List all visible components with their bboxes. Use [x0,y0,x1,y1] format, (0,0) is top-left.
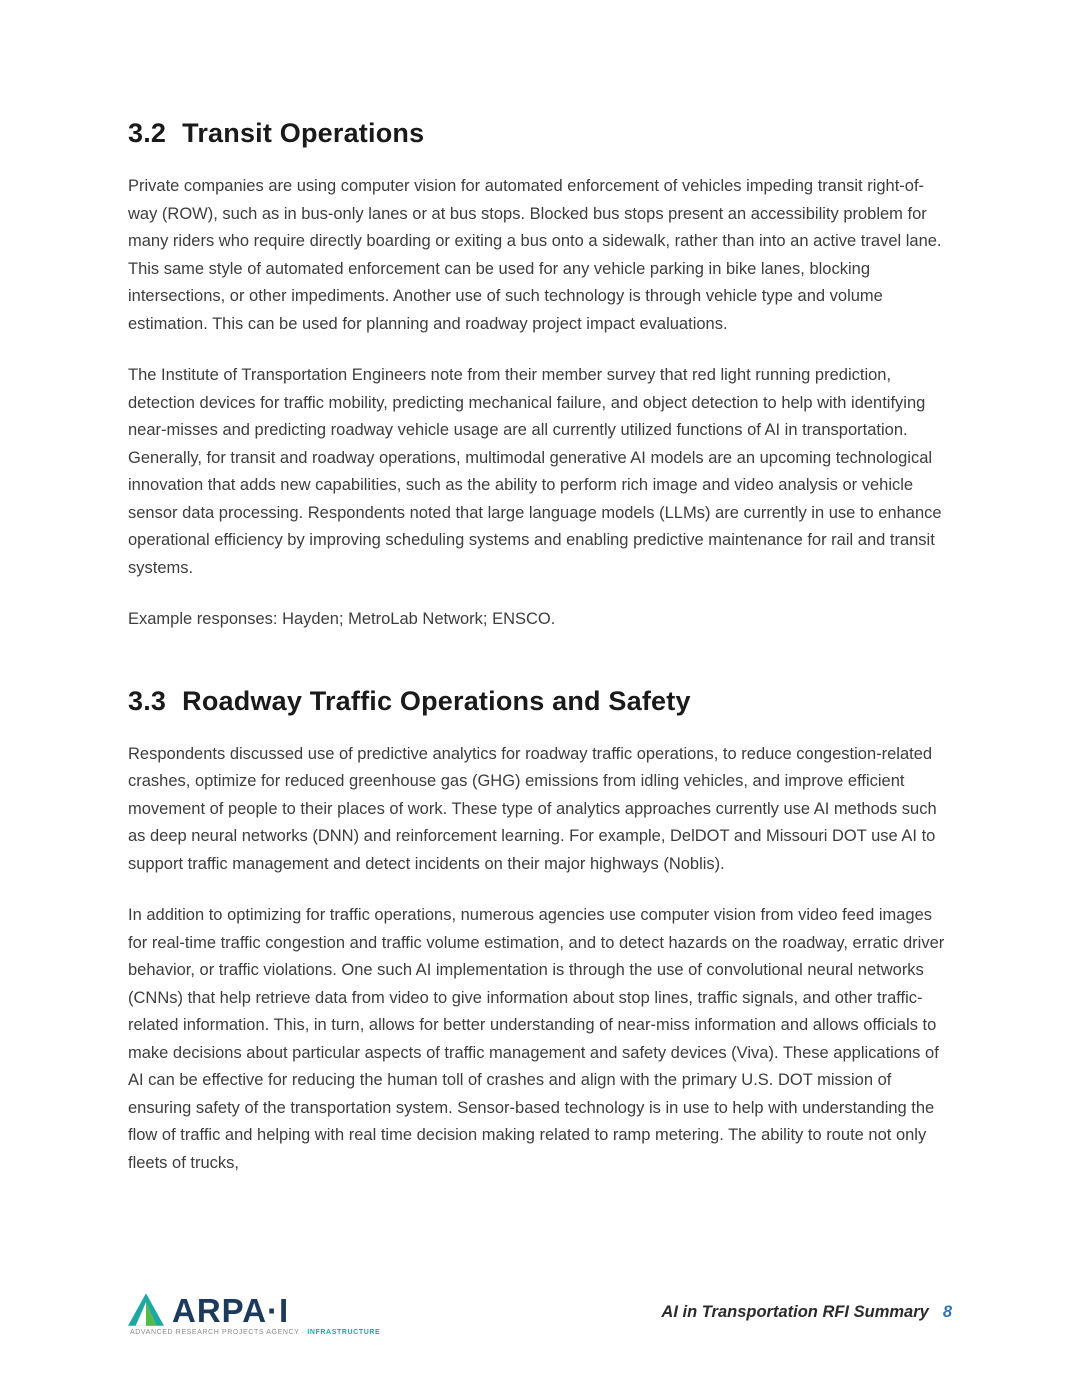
tagline-agency: ADVANCED RESEARCH PROJECTS AGENCY · [130,1329,305,1336]
paragraph: In addition to optimizing for traffic operations, numerous agencies use computer vision from video feed images for real-time traffic congestion and traffic volume estimation, and to detect hazards on the roadway, erratic driver behavior, or traffic violations. One such AI implementation is through the use of convolutional neural networks (CNNs) that help retrieve data from video to give information about stop lines, traffic signals, and other traffic-related information. This, in turn, allows for better understanding of near-miss information and allows officials to make decisions about particular aspects of traffic management and safety devices (Viva). These applications of AI can be effective for reducing the human toll of crashes and align with the primary U.S. DOT mission of ensuring safety of the transportation system. Sensor-based technology is in use to help with understanding the flow of traffic and helping with real time decision making related to ramp metering. The ability to route not only fleets of trucks, [128,906,945,1172]
section-title: Roadway Traffic Operations and Safety [182,685,691,716]
page-footer [128,1293,952,1336]
document-title: AI in Transportation RFI Summary [661,1303,929,1321]
section-heading-3-3 [128,686,952,717]
arpa-i-logo-row [128,1292,380,1330]
arpa-i-logo-icon [128,1293,164,1326]
paragraph: Private companies are using computer vision for automated enforcement of vehicles impeding transit right-of-way (ROW), such as in bus-only lanes or at bus stops. Blocked bus stops present an accessibility problem for many riders who require directly boarding or exiting a bus onto a sidewalk, rather than into an active travel lane. This same style of automated enforcement can be used for any vehicle parking in bike lanes, blocking intersections, or other impediments. Another use of such technology is through vehicle type and volume estimation. This can be used for planning and roadway project impact evaluations. [128,177,942,333]
section-roadway-traffic-operations [128,686,952,1178]
footer-running-title [661,1303,952,1336]
paragraph: Respondents discussed use of predictive analytics for roadway traffic operations, to reduce congestion-related crashes, optimize for reduced greenhouse gas (GHG) emissions from idling vehicles, and improve efficient movement of people to their places of work. These type of analytics approaches currently use AI methods such as deep neural networks (DNN) and reinforcement learning. For example, DelDOT and Missouri DOT use AI to support traffic management and detect incidents on their major highways (Noblis). [128,744,937,873]
arpa-i-logo [128,1293,380,1336]
tagline-infrastructure: INFRASTRUCTURE [307,1329,381,1336]
paragraph: The Institute of Transportation Engineers note from their member survey that red light running prediction, detection devices for traffic mobility, predicting mechanical failure, and object detection to help with identifying near-misses and predicting roadway vehicle usage are all currently utilized functions of AI in transportation. Generally, for transit and roadway operations, multimodal generative AI models are an upcoming technological innovation that adds new capabilities, such as the ability to perform rich image and video analysis or vehicle sensor data processing. Respondents noted that large language models (LLMs) are currently in use to enhance operational efficiency by improving scheduling systems and enabling predictive maintenance for rail and transit systems. [128,366,942,577]
example-responses-line: Example responses: Hayden; MetroLab Network; ENSCO. [128,610,556,628]
arpa-i-tagline [128,1329,380,1336]
section-transit-operations [128,118,952,634]
page-number: 8 [942,1303,952,1321]
section-title: Transit Operations [182,118,425,148]
arpa-i-wordmark: ARPA·I [172,1292,290,1330]
section-number: 3.2 [128,118,167,148]
section-heading-3-2 [128,118,952,149]
section-number: 3.3 [128,685,167,716]
